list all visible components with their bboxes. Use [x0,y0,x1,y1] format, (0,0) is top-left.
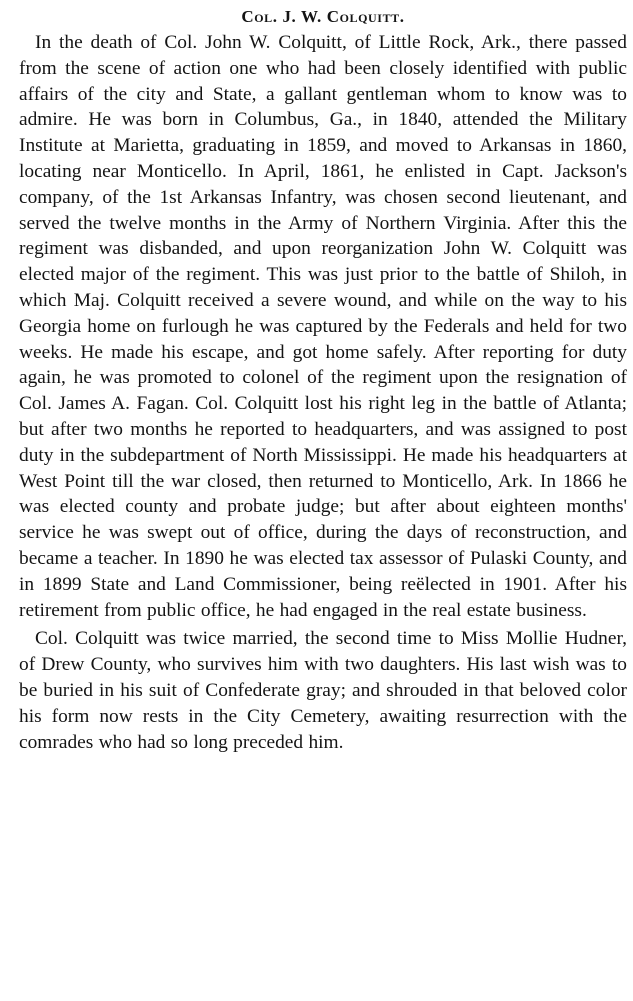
article-paragraph-2: Col. Colquitt was twice married, the second time to Miss Mollie Hudner, of Drew County, who survives him with two daughters. His last wish was to be buried in his suit of Confederate gray; and shrouded in that beloved color his form now rests in the City Cemetery, awaiting resurrection with the comrades who had so long preceded him. [19,628,627,753]
document-page [19,4,627,755]
article-paragraph-1: In the death of Col. John W. Colquitt, of Little Rock, Ark., there passed from the scene of action one who had been closely identified with public affairs of the city and State, a gallant gentleman whom to know was to admire. He was born in Columbus, Ga., in 1840, attended the Military Institute at Marietta, graduating in 1859, and moved to Arkansas in 1860, locating near Monticello. In April, 1861, he enlisted in Capt. Jackson's company, of the 1st Arkansas Infantry, was chosen second lieutenant, and served the twelve months in the Army of Northern Virginia. After this the regiment was disbanded, and upon reorganization John W. Colquitt was elected major of the regiment. This was just prior to the battle of Shiloh, in which Maj. Colquitt received a severe wound, and while on the way to his Georgia home on furlough he was captured by the Federals and held for two weeks. He made his escape, and got home safely. After reporting for duty again, he was promoted to colonel of the regiment upon the resignation of Col. James A. Fagan. Col. Colquitt lost his right leg in the battle of Atlanta; but after two months he reported to headquarters, and was assigned to post duty in the subdepartment of North Mississippi. He made his headquarters at West Point till the war closed, then returned to Monticello, Ark. In 1866 he was elected county and probate judge; but after about eighteen months' service he was swept out of office, during the days of reconstruction, and became a teacher. In 1890 he was elected tax assessor of Pulaski County, and in 1899 State and Land Commissioner, being reëlected in 1901. After his retirement from public office, he had engaged in the real estate business. [19,32,627,621]
article-title: Col. J. W. Colquitt. [241,7,405,26]
